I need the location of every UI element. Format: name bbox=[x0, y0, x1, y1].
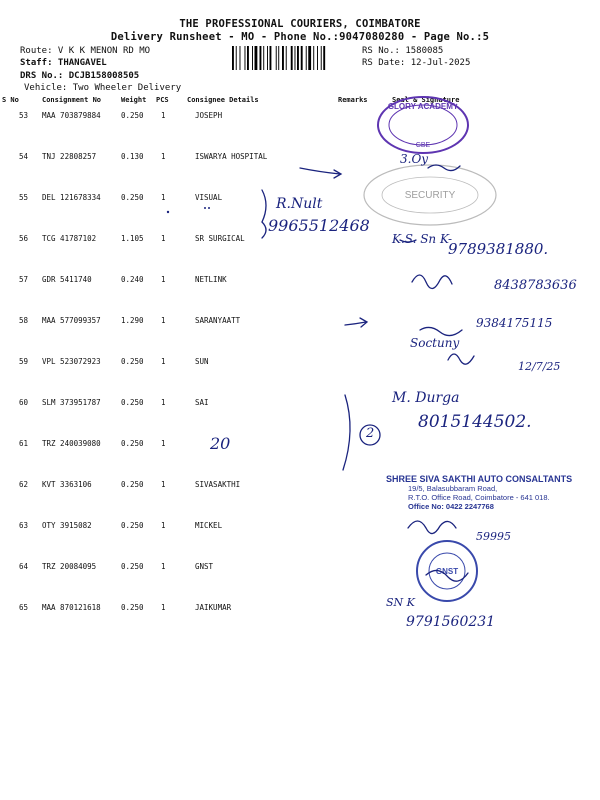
cell-consignee: VISUAL bbox=[195, 193, 223, 202]
cell-pcs: 1 bbox=[161, 603, 166, 612]
handwritten-phone-1: 9965512468 bbox=[268, 216, 370, 235]
shree-stamp-phone: Office No: 0422 2247768 bbox=[408, 502, 494, 511]
cell-sno: 58 bbox=[19, 316, 29, 325]
rs-number: RS No.: 1580085 bbox=[362, 46, 444, 56]
cell-sno: 59 bbox=[19, 357, 29, 366]
cell-pcs: 1 bbox=[161, 275, 166, 284]
cell-pcs: 1 bbox=[161, 316, 166, 325]
gnst-stamp bbox=[414, 538, 480, 604]
cell-consignee: SUN bbox=[195, 357, 209, 366]
cell-consignee: ISWARYA HOSPITAL bbox=[195, 152, 268, 161]
cell-weight: 1.290 bbox=[121, 316, 144, 325]
cell-sno: 63 bbox=[19, 521, 29, 530]
cell-sno: 60 bbox=[19, 398, 29, 407]
cell-pcs: 1 bbox=[161, 439, 166, 448]
drs-number: DRS No.: DCJB158008505 bbox=[20, 71, 140, 81]
shree-stamp-address1: 19/5, Balasubbaram Road, bbox=[408, 484, 498, 493]
cell-pcs: 1 bbox=[161, 193, 166, 202]
security-stamp bbox=[360, 160, 500, 230]
cell-weight: 0.250 bbox=[121, 603, 144, 612]
cell-pcs: 1 bbox=[161, 234, 166, 243]
handwritten-name-soctuny: Soctuny bbox=[410, 336, 460, 350]
handwritten-circled-2: 2 bbox=[366, 426, 375, 441]
rs-date: RS Date: 12-Jul-2025 bbox=[362, 58, 471, 68]
cell-consignment: KVT 3363106 bbox=[42, 480, 92, 489]
cell-pcs: 1 bbox=[161, 562, 166, 571]
cell-weight: 0.250 bbox=[121, 562, 144, 571]
cell-pcs: 1 bbox=[161, 398, 166, 407]
cell-weight: 0.250 bbox=[121, 398, 144, 407]
cell-consignee: MICKEL bbox=[195, 521, 223, 530]
cell-consignment: MAA 703879884 bbox=[42, 111, 101, 120]
staff-text: Staff: THANGAVEL bbox=[20, 58, 107, 68]
handwritten-name-durga: M. Durga bbox=[392, 390, 460, 406]
cell-consignment: VPL 523072923 bbox=[42, 357, 101, 366]
table-row bbox=[0, 111, 600, 125]
cell-sno: 61 bbox=[19, 439, 29, 448]
cell-weight: 0.250 bbox=[121, 480, 144, 489]
col-remarks: Remarks bbox=[338, 96, 368, 104]
cell-sno: 57 bbox=[19, 275, 29, 284]
cell-sno: 53 bbox=[19, 111, 29, 120]
handwritten-name-snk: SN K bbox=[386, 596, 415, 609]
vehicle-text: Vehicle: Two Wheeler Delivery bbox=[24, 83, 182, 93]
cell-sno: 54 bbox=[19, 152, 29, 161]
cell-consignee: JOSEPH bbox=[195, 111, 223, 120]
handwritten-count-20: 20 bbox=[210, 434, 231, 453]
shree-stamp-address2: R.T.O. Office Road, Coimbatore - 641 018. bbox=[408, 493, 550, 502]
cell-weight: 0.250 bbox=[121, 111, 144, 120]
table-row bbox=[0, 152, 600, 166]
col-weight: Weight bbox=[121, 96, 147, 104]
cell-consignment: MAA 577099357 bbox=[42, 316, 101, 325]
glory-stamp-city: CBE bbox=[415, 142, 431, 149]
cell-sno: 64 bbox=[19, 562, 29, 571]
cell-pcs: 1 bbox=[161, 521, 166, 530]
cell-weight: 0.240 bbox=[121, 275, 144, 284]
table-header bbox=[0, 96, 600, 108]
cell-weight: 1.105 bbox=[121, 234, 144, 243]
col-consignee: Consignee Details bbox=[187, 96, 259, 104]
cell-consignment: TNJ 22808257 bbox=[42, 152, 97, 161]
table-row bbox=[0, 562, 600, 576]
handwritten-phone-5: 8015144502. bbox=[418, 412, 532, 432]
handwritten-name-rnult: R.Nult bbox=[276, 196, 323, 212]
handwritten-date: 12/7/25 bbox=[518, 360, 561, 373]
cell-weight: 0.250 bbox=[121, 439, 144, 448]
cell-consignee: SAI bbox=[195, 398, 209, 407]
company-title: THE PROFESSIONAL COURIERS, COIMBATORE bbox=[179, 18, 421, 30]
cell-pcs: 1 bbox=[161, 357, 166, 366]
cell-consignee: JAIKUMAR bbox=[195, 603, 232, 612]
cell-pcs: 1 bbox=[161, 152, 166, 161]
handwritten-phone-2: 9789381880. bbox=[448, 240, 549, 258]
cell-consignment: SLM 373951787 bbox=[42, 398, 101, 407]
cell-consignment: OTY 3915082 bbox=[42, 521, 92, 530]
handwritten-phone-6: 9791560231 bbox=[406, 614, 496, 630]
cell-consignee: GNST bbox=[195, 562, 214, 571]
cell-consignee: SR SURGICAL bbox=[195, 234, 245, 243]
cell-weight: 0.130 bbox=[121, 152, 144, 161]
cell-pcs: 1 bbox=[161, 480, 166, 489]
drs-barcode bbox=[232, 46, 354, 70]
cell-sno: 65 bbox=[19, 603, 29, 612]
route-text: Route: V K K MENON RD MO bbox=[20, 46, 151, 56]
cell-consignment: MAA 870121618 bbox=[42, 603, 101, 612]
glory-academy-stamp bbox=[375, 95, 471, 155]
col-pcs: PCS bbox=[156, 96, 169, 104]
table-row bbox=[0, 439, 600, 453]
glory-stamp-text: GLORY ACADEMY bbox=[387, 102, 459, 111]
cell-consignment: TRZ 20084095 bbox=[42, 562, 97, 571]
table-row bbox=[0, 357, 600, 371]
shree-siva-sakthi-stamp bbox=[386, 474, 576, 511]
cell-weight: 0.250 bbox=[121, 521, 144, 530]
cell-consignee: SIVASAKTHI bbox=[195, 480, 241, 489]
cell-sno: 56 bbox=[19, 234, 29, 243]
security-stamp-text: SECURITY bbox=[404, 190, 456, 201]
table-row bbox=[0, 603, 600, 617]
handwritten-30y: 3.Oy bbox=[400, 152, 429, 166]
col-consignment: Consignment No bbox=[42, 96, 102, 104]
handwritten-name-ks: K.S. Sn K- bbox=[392, 232, 453, 246]
shree-stamp-name: SHREE SIVA SAKTHI AUTO CONSALTANTS bbox=[386, 474, 573, 484]
col-seal-signature: Seal & Signature bbox=[392, 96, 460, 104]
handwritten-59995: 59995 bbox=[476, 530, 511, 543]
cell-consignment: TRZ 240039080 bbox=[42, 439, 101, 448]
cell-weight: 0.250 bbox=[121, 357, 144, 366]
gnst-stamp-text: GNST bbox=[435, 567, 459, 576]
handwritten-phone-3: 8438783636 bbox=[494, 278, 577, 293]
handwritten-phone-4: 9384175115 bbox=[476, 316, 553, 330]
cell-consignee: NETLINK bbox=[195, 275, 227, 284]
cell-consignee: SARANYAATT bbox=[195, 316, 241, 325]
cell-consignment: DEL 121678334 bbox=[42, 193, 101, 202]
cell-consignment: TCG 41787102 bbox=[42, 234, 97, 243]
runsheet-title: Delivery Runsheet - MO - Phone No.:9047080280 - Page No.:5 bbox=[110, 31, 490, 43]
cell-consignment: GDR 5411740 bbox=[42, 275, 92, 284]
cell-pcs: 1 bbox=[161, 111, 166, 120]
table-row bbox=[0, 398, 600, 412]
cell-sno: 55 bbox=[19, 193, 29, 202]
cell-sno: 62 bbox=[19, 480, 29, 489]
cell-weight: 0.250 bbox=[121, 193, 144, 202]
col-sno: S No bbox=[2, 96, 19, 104]
